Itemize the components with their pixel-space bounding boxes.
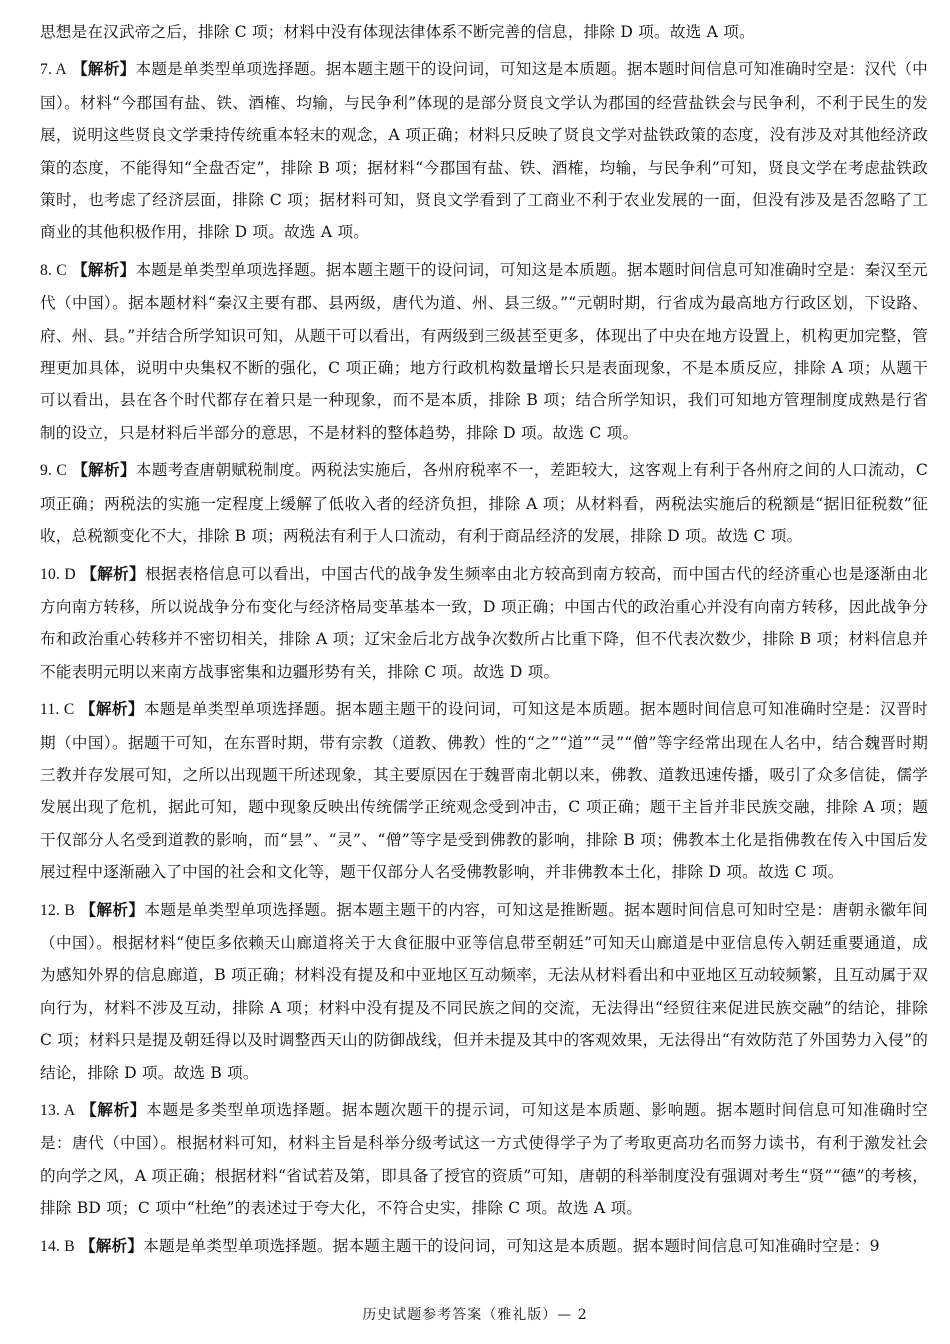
analysis-tag: 【解析】 bbox=[72, 60, 136, 79]
analysis-text: 本题是单类型单项选择题。据本题主题干的设问词，可知这是本质题。据本题时间信息可知准确时空是：汉晋时期（中国）。据题干可知，在东晋时期，带有宗教（道教、佛教）性的“之”“道”“灵”“僧”等字经常出现在人名中，结合魏晋时期三教并存发展可知，之所以出现题干所述现象，其主要原因在于魏晋南北朝以来，佛教、道教迅速传播，吸引了众多信徒，儒学发展出现了危机，据此可知，题中现象反映出传统儒学正统观念受到冲击，C 项正确；题干主旨并非民族交融，排除 A 项；题干仅部分人名受到道教的影响，而“昙”、“灵”、“僧”等字是受到佛教的影响，排除 B 项；佛教本土化是指佛教在传入中国后发展过程中逐渐融入了中国的社会和文化等，题干仅部分人名受佛教影响，并非佛教本土化，排除 D 项。故选 C 项。 bbox=[40, 700, 928, 882]
answer-item-7 bbox=[40, 53, 928, 248]
analysis-text: 本题是多类型单项选择题。据本题次题干的提示词，可知这是本质题、影响题。据本题时间信息可知准确时空是：唐代（中国）。根据材料可知，材料主旨是科举分级考试这一方式使得学子为了考取更高功名而努力读书，有利于激发社会的向学之风，A 项正确；根据材料“省试若及第，即具备了授官的资质”可知，唐朝的科举制度没有强调对考生“贤”“德”的考核，排除 BD 项；C 项中“杜绝”的表述过于夸大化，不符合史实，排除 C 项。故选 A 项。 bbox=[40, 1101, 928, 1218]
answer-number: 9. C bbox=[40, 462, 67, 480]
intro-paragraph: 思想是在汉武帝之后，排除 C 项；材料中没有体现法律体系不断完善的信息，排除 D 项。故选 A 项。 bbox=[40, 23, 755, 41]
page-footer: 历史试题参考答案（雅礼版）— 2 bbox=[362, 1307, 588, 1323]
analysis-text: 本题是单类型单项选择题。据本题主题干的设问词，可知这是本质题。据本题时间信息可知准确时空是：汉代（中国）。材料“今郡国有盐、铁、酒榷、均输，与民争利”体现的是部分贤良文学认为郡国的经营盐铁会与民争利，不利于民生的发展，说明这些贤良文学秉持传统重本轻末的观念，A 项正确；材料只反映了贤良文学对盐铁政策的态度，没有涉及对其他经济政策的态度，不能得知“全盘否定”，排除 B 项；据材料“今郡国有盐、铁、酒榷，均输，与民争利”可知，贤良文学在考虑盐铁政策时，也考虑了经济层面，排除 C 项；据材料可知，贤良文学看到了工商业不利于农业发展的一面，但没有涉及是否忽略了工商业的其他积极作用，排除 D 项。故选 A 项。 bbox=[40, 60, 928, 242]
analysis-tag: 【解析】 bbox=[72, 461, 136, 480]
analysis-text: 根据表格信息可以看出，中国古代的战争发生频率由北方较高到南方较高，而中国古代的经济重心也是逐渐由北方向南方转移，所以说战争分布变化与经济格局变革基本一致，D 项正确；中国古代的政治重心并没有向南方转移，因此战争分布和政治重心转移并不密切相关，排除 A 项；辽宋金后北方战争次数所占比重下降，但不代表次数少，排除 B 项；材料信息并不能表明元明以来南方战事密集和边疆形势有关，排除 C 项。故选 D 项。 bbox=[40, 564, 928, 681]
analysis-text: 本题是单类型单项选择题。据本题主题干的内容，可知这是推断题。据本题时间信息可知时空是：唐朝永徽年间（中国）。根据材料“使臣多依赖天山廊道将关于大食征服中亚等信息带至朝廷”可知天山廊道是中亚信息传入朝廷重要通道，成为感知外界的信息廊道，B 项正确；材料没有提及和中亚地区互动频率，无法从材料看出和中亚地区互动较频繁，且互动属于双向行为，材料不涉及互动，排除 A 项；材料中没有提及不同民族之间的交流，无法得出“经贸往来促进民族交融”的结论，排除 C 项；材料只是提及朝廷得以及时调整西天山的防御战线，但并未提及其中的客观效果，无法得出“有效防范了外国势力入侵”的结论，排除 D 项。故选 B 项。 bbox=[40, 900, 928, 1082]
answer-page bbox=[40, 16, 928, 1268]
answer-number: 11. C bbox=[40, 701, 75, 719]
analysis-tag: 【解析】 bbox=[81, 564, 146, 583]
analysis-text: 本题考查唐朝赋税制度。两税法实施后，各州府税率不一，差距较大，这客观上有利于各州府之间的人口流动，C 项正确；两税法的实施一定程度上缓解了低收入者的经济负担，排除 A 项；从材料看，两税法实施后的税额是“据旧征税数”征收，总税额变化不大，排除 B 项；两税法有利于人口流动，有利于商品经济的发展，排除 D 项。故选 C 项。 bbox=[40, 461, 928, 546]
analysis-tag: 【解析】 bbox=[80, 1101, 147, 1119]
answer-item-11 bbox=[40, 693, 928, 888]
analysis-tag: 【解析】 bbox=[79, 700, 144, 719]
answer-item-10 bbox=[40, 558, 928, 689]
answer-item-12 bbox=[40, 894, 928, 1089]
analysis-tag: 【解析】 bbox=[72, 260, 136, 279]
analysis-tag: 【解析】 bbox=[80, 900, 145, 919]
answer-number: 12. B bbox=[40, 901, 75, 919]
analysis-text: 本题是单类型单项选择题。据本题主题干的设问词，可知这是本质题。据本题时间信息可知准确时空是：9 bbox=[143, 1236, 880, 1255]
answer-number: 13. A bbox=[40, 1102, 76, 1119]
answer-number: 10. D bbox=[40, 565, 76, 583]
answer-item-13 bbox=[40, 1094, 928, 1225]
answer-item-14 bbox=[40, 1230, 928, 1263]
answer-item-9 bbox=[40, 454, 928, 552]
answer-number: 14. B bbox=[40, 1237, 75, 1255]
answer-number: 8. C bbox=[40, 261, 67, 279]
answer-number: 7. A bbox=[40, 61, 67, 79]
answer-item-8 bbox=[40, 254, 928, 449]
analysis-text: 本题是单类型单项选择题。据本题主题干的设问词，可知这是本质题。据本题时间信息可知准确时空是：秦汉至元代（中国）。据本题材料“秦汉主要有郡、县两级，唐代为道、州、县三级。”“元朝时期，行省成为最高地方行政区划，下设路、府、州、县。”并结合所学知识可知，从题干可以看出，有两级到三级甚至更多，体现出了中央在地方设置上，机构更加完整，管理更加具体，说明中央集权不断的强化，C 项正确；地方行政机构数量增长只是表面现象，不是本质反应，排除 A 项；从题干可以看出，县在各个时代都存在着只是一种现象，而不是本质，排除 B 项；结合所学知识，我们可知地方管理制度成熟是行省制的设立，只是材料后半部分的意思，不是材料的整体趋势，排除 D 项。故选 C 项。 bbox=[40, 260, 928, 442]
analysis-tag: 【解析】 bbox=[79, 1236, 144, 1255]
